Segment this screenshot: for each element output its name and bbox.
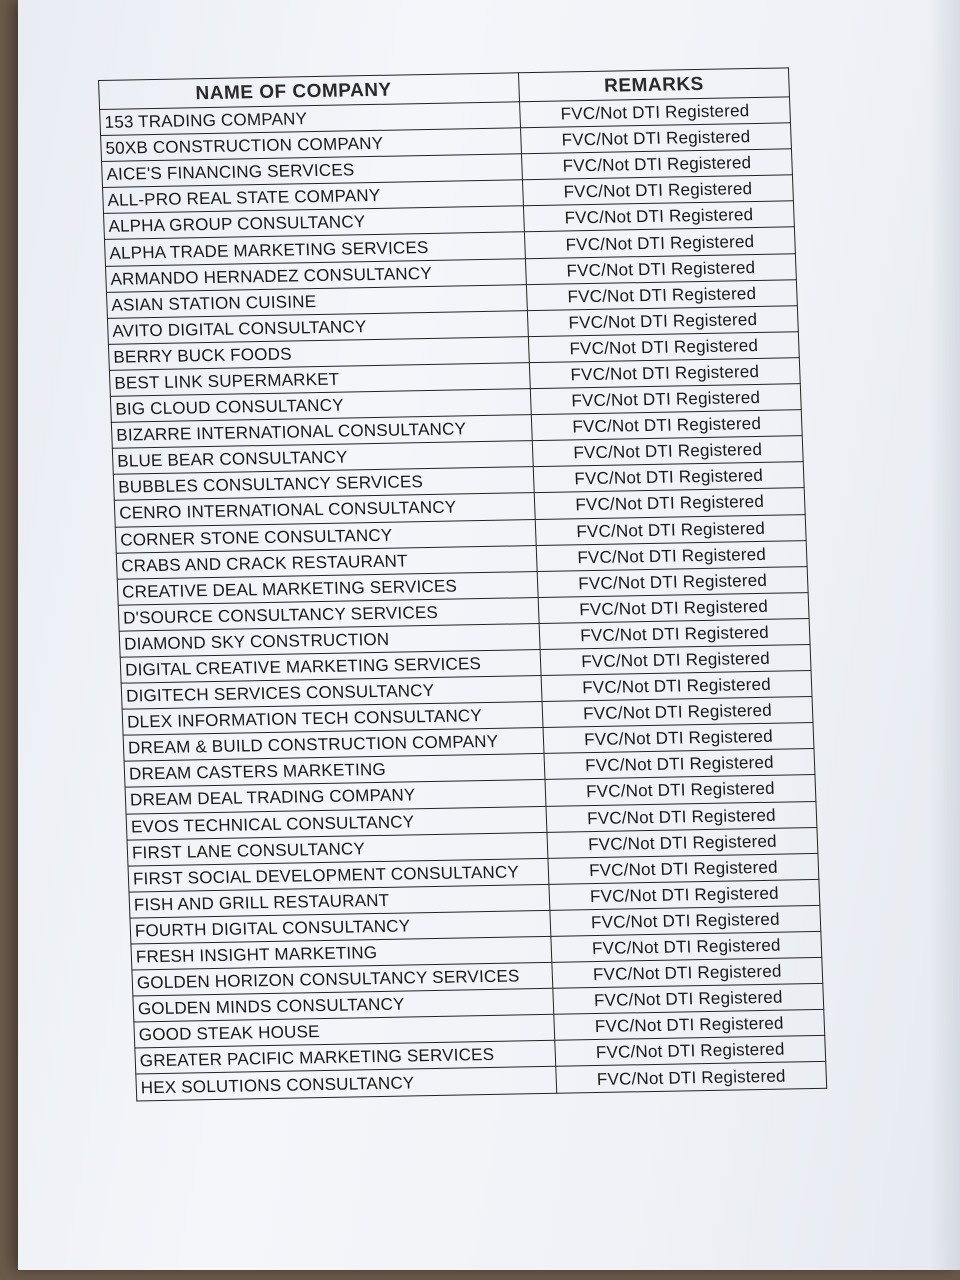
remarks-cell: FVC/Not DTI Registered [529, 358, 800, 389]
company-name-cell: DIAMOND SKY CONSTRUCTION [119, 623, 540, 657]
company-name-cell: HEX SOLUTIONS CONSULTANCY [136, 1067, 557, 1101]
remarks-cell: FVC/Not DTI Registered [552, 957, 823, 988]
company-name-cell: DREAM & BUILD CONSTRUCTION COMPANY [123, 728, 544, 762]
company-name-cell: BLUE BEAR CONSULTANCY [112, 441, 533, 475]
company-name-cell: FOURTH DIGITAL CONSULTANCY [130, 910, 551, 944]
remarks-cell: FVC/Not DTI Registered [524, 227, 795, 258]
remarks-cell: FVC/Not DTI Registered [542, 697, 813, 728]
remarks-cell: FVC/Not DTI Registered [534, 488, 805, 519]
remarks-cell: FVC/Not DTI Registered [528, 332, 799, 363]
remarks-cell: FVC/Not DTI Registered [521, 123, 792, 154]
remarks-cell: FVC/Not DTI Registered [525, 253, 796, 284]
remarks-cell: FVC/Not DTI Registered [539, 618, 810, 649]
remarks-cell: FVC/Not DTI Registered [549, 879, 820, 910]
remarks-cell: FVC/Not DTI Registered [522, 175, 793, 206]
remarks-cell: FVC/Not DTI Registered [540, 645, 811, 676]
company-name-cell: GREATER PACIFIC MARKETING SERVICES [135, 1041, 556, 1075]
company-name-cell: ARMANDO HERNADEZ CONSULTANCY [105, 258, 526, 292]
company-name-cell: CREATIVE DEAL MARKETING SERVICES [117, 571, 538, 605]
remarks-cell: FVC/Not DTI Registered [556, 1062, 827, 1093]
header-remarks: REMARKS [518, 68, 789, 102]
company-name-cell: AVITO DIGITAL CONSULTANCY [107, 310, 528, 344]
company-name-cell: FIRST SOCIAL DEVELOPMENT CONSULTANCY [128, 858, 549, 892]
company-name-cell: ALPHA GROUP CONSULTANCY [104, 206, 525, 240]
remarks-cell: FVC/Not DTI Registered [521, 149, 792, 180]
company-name-cell: BUBBLES CONSULTANCY SERVICES [113, 467, 534, 501]
company-name-cell: 153 TRADING COMPANY [100, 102, 521, 136]
company-name-cell: DIGITAL CREATIVE MARKETING SERVICES [120, 649, 541, 683]
company-name-cell: DIGITECH SERVICES CONSULTANCY [121, 676, 542, 710]
company-name-cell: 50XB CONSTRUCTION COMPANY [101, 128, 522, 162]
remarks-cell: FVC/Not DTI Registered [538, 592, 809, 623]
remarks-cell: FVC/Not DTI Registered [554, 1010, 825, 1041]
paper-sheet [18, 0, 960, 1270]
remarks-cell: FVC/Not DTI Registered [543, 723, 814, 754]
company-name-cell: GOOD STEAK HOUSE [134, 1015, 555, 1049]
remarks-cell: FVC/Not DTI Registered [536, 540, 807, 571]
company-name-cell: EVOS TECHNICAL CONSULTANCY [126, 806, 547, 840]
company-name-cell: AICE'S FINANCING SERVICES [102, 154, 523, 188]
remarks-cell: FVC/Not DTI Registered [544, 749, 815, 780]
remarks-cell: FVC/Not DTI Registered [531, 410, 802, 441]
company-name-cell: BIZARRE INTERNATIONAL CONSULTANCY [111, 415, 532, 449]
remarks-cell: FVC/Not DTI Registered [526, 279, 797, 310]
header-name-of-company: NAME OF COMPANY [99, 73, 520, 110]
remarks-cell: FVC/Not DTI Registered [553, 984, 824, 1015]
remarks-cell: FVC/Not DTI Registered [551, 931, 822, 962]
company-name-cell: FISH AND GRILL RESTAURANT [129, 884, 550, 918]
company-name-cell: BIG CLOUD CONSULTANCY [110, 389, 531, 423]
company-name-cell: DREAM CASTERS MARKETING [124, 754, 545, 788]
remarks-cell: FVC/Not DTI Registered [548, 853, 819, 884]
company-table [98, 67, 827, 1101]
company-name-cell: ALPHA TRADE MARKETING SERVICES [105, 232, 526, 266]
company-table-container [98, 67, 826, 1101]
remarks-cell: FVC/Not DTI Registered [533, 462, 804, 493]
company-name-cell: CORNER STONE CONSULTANCY [115, 519, 536, 553]
company-name-cell: FRESH INSIGHT MARKETING [131, 936, 552, 970]
remarks-cell: FVC/Not DTI Registered [541, 671, 812, 702]
table-body [100, 97, 827, 1101]
remarks-cell: FVC/Not DTI Registered [537, 566, 808, 597]
remarks-cell: FVC/Not DTI Registered [547, 827, 818, 858]
remarks-cell: FVC/Not DTI Registered [530, 384, 801, 415]
company-name-cell: GOLDEN HORIZON CONSULTANCY SERVICES [132, 962, 553, 996]
company-name-cell: DLEX INFORMATION TECH CONSULTANCY [122, 702, 543, 736]
company-name-cell: D'SOURCE CONSULTANCY SERVICES [118, 597, 539, 631]
company-name-cell: ASIAN STATION CUISINE [106, 284, 527, 318]
company-name-cell: BEST LINK SUPERMARKET [109, 363, 530, 397]
remarks-cell: FVC/Not DTI Registered [527, 305, 798, 336]
company-name-cell: BERRY BUCK FOODS [108, 337, 529, 371]
company-name-cell: FIRST LANE CONSULTANCY [127, 832, 548, 866]
remarks-cell: FVC/Not DTI Registered [532, 436, 803, 467]
company-name-cell: DREAM DEAL TRADING COMPANY [125, 780, 546, 814]
remarks-cell: FVC/Not DTI Registered [545, 775, 816, 806]
company-name-cell: GOLDEN MINDS CONSULTANCY [133, 989, 554, 1023]
remarks-cell: FVC/Not DTI Registered [535, 514, 806, 545]
remarks-cell: FVC/Not DTI Registered [555, 1036, 826, 1067]
company-name-cell: CENRO INTERNATIONAL CONSULTANCY [114, 493, 535, 527]
remarks-cell: FVC/Not DTI Registered [550, 905, 821, 936]
remarks-cell: FVC/Not DTI Registered [520, 97, 791, 128]
remarks-cell: FVC/Not DTI Registered [546, 801, 817, 832]
company-name-cell: ALL-PRO REAL STATE COMPANY [103, 180, 524, 214]
remarks-cell: FVC/Not DTI Registered [523, 201, 794, 232]
company-name-cell: CRABS AND CRACK RESTAURANT [116, 545, 537, 579]
